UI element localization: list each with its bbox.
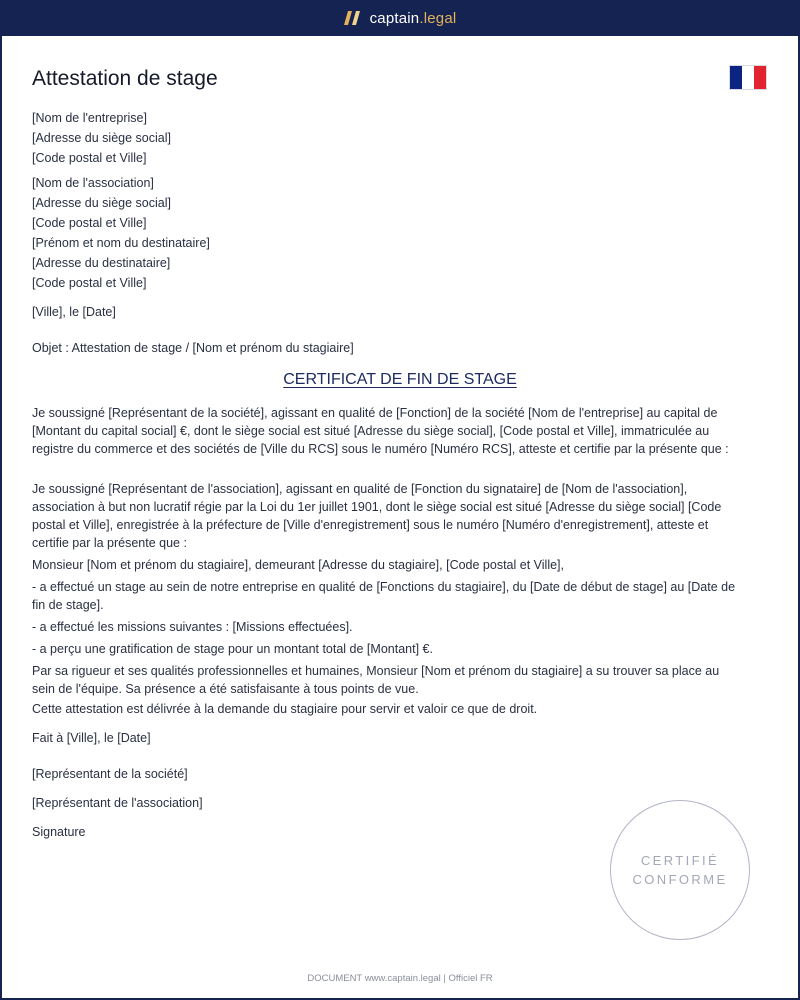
paragraph-missions: - a effectué les missions suivantes : [Missions effectuées]. [32,620,353,634]
recipient-address-line: [Adresse du destinataire] [32,256,171,270]
stamp-line-2: CONFORME [632,872,728,887]
signatory-company: [Représentant de la société] [32,767,188,781]
signature-label: Signature [32,825,86,839]
closing-place-date: Fait à [Ville], le [Date] [32,731,151,745]
paragraph-gratification: - a perçu une gratification de stage pour un montant total de [Montant] €. [32,642,433,656]
document-footer[interactable]: DOCUMENT www.captain.legal | Officiel FR [307,973,493,984]
document-page [2,36,798,998]
document-title: Attestation de stage [32,67,218,90]
subject-line: Objet : Attestation de stage / [Nom et prénom du stagiaire] [32,341,354,355]
company-postal-line: [Code postal et Ville] [32,151,147,165]
place-date: [Ville], le [Date] [32,305,116,319]
association-address-block [32,173,210,293]
signatory-association: [Représentant de l'association] [32,796,203,810]
paragraph-company-declaration: Je soussigné [Représentant de la société], agissant en qualité de [Fonction] de la société [Nom de l'entreprise] au capital de [Montant du capital social] €, dont le siège social est situé [Adresse du siège social], [Code postal et Ville], immatriculée au registre du commerce et des sociétés de [Ville du RCS] sous le numéro [Numéro RCS], atteste et certifie par la présente que : [32,406,729,456]
certificate-title: CERTIFICAT DE FIN DE STAGE [283,371,517,388]
association-address-line: [Adresse du siège social] [32,196,171,210]
paragraph-intern-identity: Monsieur [Nom et prénom du stagiaire], demeurant [Adresse du stagiaire], [Code postal et Ville], [32,558,564,572]
brand-logo[interactable] [344,10,457,27]
company-name-line: [Nom de l'entreprise] [32,111,147,125]
captain-legal-logo-icon [344,10,362,26]
certified-stamp [610,800,750,940]
paragraph-association-declaration: Je soussigné [Représentant de l'association], agissant en qualité de [Fonction du signataire] de [Nom de l'association], association à but non lucratif régie par la Loi du 1er juillet 1901, dont le siège social est situé [Adresse du siège social] [Code postal et Ville], enregistrée à la préfecture de [Ville d'enregistrement] sous le numéro [Numéro d'enregistrement], atteste et certifie par la présente que : [32,482,722,550]
paragraph-internship-period: - a effectué un stage au sein de notre entreprise en qualité de [Fonctions du stagiaire], du [Date de début de stage] au [Date de fin de stage]. [32,580,736,612]
france-flag-icon [729,65,767,90]
company-address-line: [Adresse du siège social] [32,131,171,145]
recipient-postal-line: [Code postal et Ville] [32,276,147,290]
recipient-name-line: [Prénom et nom du destinataire] [32,236,210,250]
association-postal-line: [Code postal et Ville] [32,216,147,230]
association-name-line: [Nom de l'association] [32,176,154,190]
paragraph-evaluation: Par sa rigueur et ses qualités professionnelles et humaines, Monsieur [Nom et prénom du stagiaire] a su trouver sa place au sein de l'équipe. Sa présence a été satisfaisante à tous points de vue. [32,664,720,696]
stamp-line-1: CERTIFIÉ [640,853,720,868]
paragraph-closing-statement: Cette attestation est délivrée à la demande du stagiaire pour servir et valoir ce que de droit. [32,702,538,716]
company-address-block [32,108,171,168]
brand-name: captain.legal [369,9,457,27]
top-header-bar [0,0,800,36]
